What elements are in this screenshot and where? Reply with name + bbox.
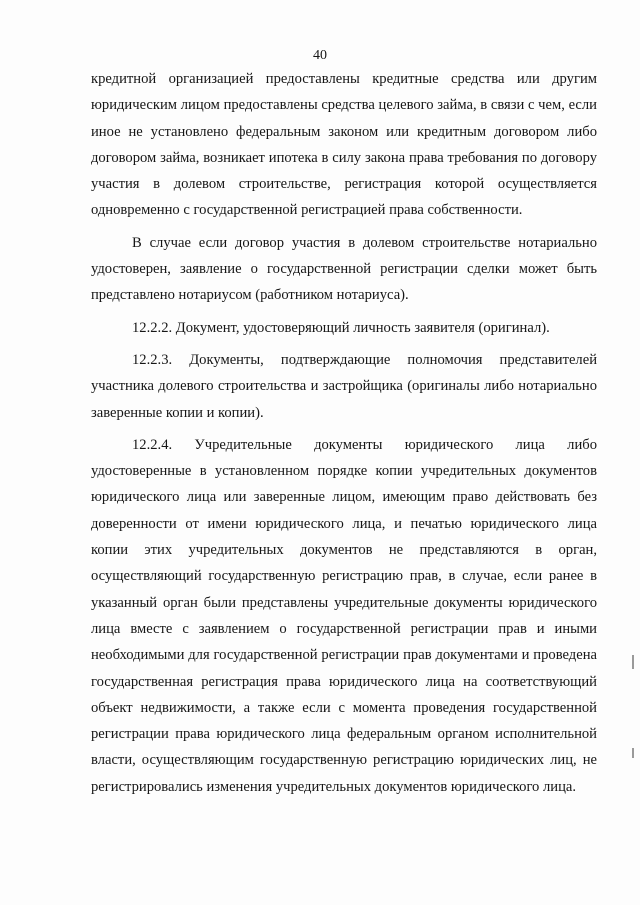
paragraph-number: 12.2.4. — [132, 436, 173, 453]
paragraph-number: 12.2.2. — [132, 319, 173, 336]
paragraph-12-2-3 — [91, 347, 597, 426]
paragraph-number: 12.2.3. — [132, 351, 173, 368]
paragraph-text: Документ, удостоверяющий личность заявителя (оригинал). — [175, 319, 550, 336]
paragraph-12-2-2 — [91, 315, 597, 341]
body-text — [91, 66, 597, 806]
paragraph-text: Учредительные документы юридического лица либо удостоверенные в установленном порядке копии учредительных документов юридического лица или заверенные лицом, имеющим право действовать без доверенности от имени юридического лица, и печатью юридического лица копии этих учредительных документов не представляются в орган, осуществляющий государственную регистрацию прав, в случае, если ранее в указанный орган были представлены учредительные документы юридического лица вместе с заявлением о государственной регистрации прав и иными необходимыми для государственной регистрации прав документами и проведена государственная регистрация права юридического лица на соответствующий объект недвижимости, а также если с момента проведения государственной регистрации права юридического лица федеральным органом исполнительной власти, осуществляющим государственную регистрацию юридических лиц, не регистрировались изменения учредительных документов юридического лица. — [91, 436, 597, 795]
paragraph-continuation — [91, 66, 597, 224]
paragraph-text: Документы, подтверждающие полномочия представителей участника долевого строительства и застройщика (оригиналы либо нотариально заверенные копии и копии). — [91, 351, 597, 421]
page-number: 40 — [313, 48, 327, 63]
paragraph-text: В случае если договор участия в долевом строительстве нотариально удостоверен, заявление о государственной регистрации сделки может быть представлено нотариусом (работником нотариуса). — [91, 234, 597, 304]
paragraph-text: кредитной организацией предоставлены кредитные средства или другим юридическим лицом предоставлены средства целевого займа, в связи с чем, если иное не установлено федеральным законом или кредитным договором либо договором займа, возникает ипотека в силу закона права требования по договору участия в долевом строительстве, регистрация которой осуществляется одновременно с государственной регистрацией права собственности. — [91, 71, 597, 219]
scan-edge-mark — [632, 748, 634, 758]
scan-edge-mark — [632, 655, 634, 669]
paragraph-notary — [91, 230, 597, 309]
paragraph-12-2-4 — [91, 432, 597, 800]
